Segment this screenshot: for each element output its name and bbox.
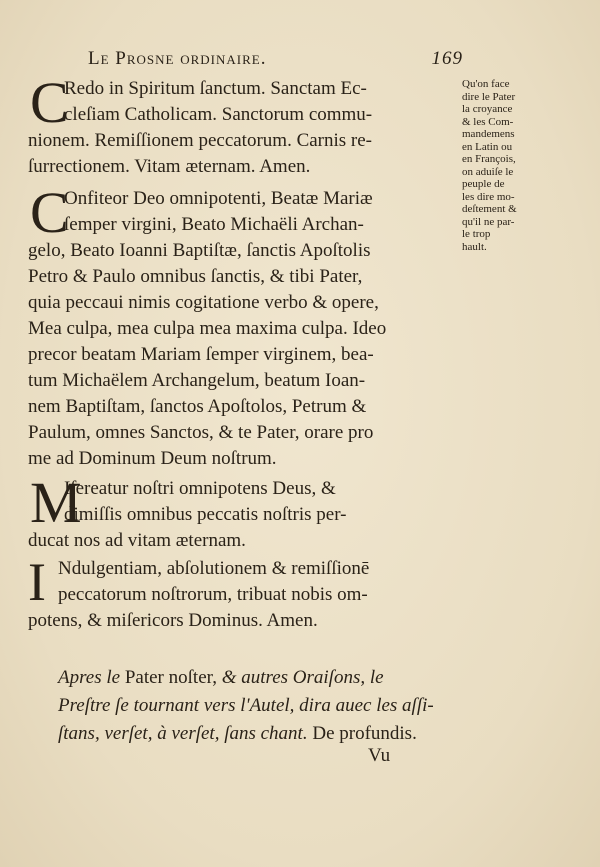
text-line: cleſiam Catholicam. Sanctorum commu- [64, 104, 373, 125]
text-line: Petro & Paulo omnibus ſanctis, & tibi Pater, [28, 266, 363, 287]
text-line: tum Michaëlem Archangelum, beatum Ioan- [28, 370, 366, 391]
text-line: ducat nos ad vitam æternam. [28, 530, 246, 551]
text-line: Ndulgentiam, abſolutionem & remiſſionē [58, 558, 370, 579]
margin-line: & les Com- [462, 115, 514, 128]
text-line: potens, & miſericors Dominus. Amen. [28, 610, 318, 631]
margin-line: Qu'on face [462, 78, 510, 90]
text-line: ſurrectionem. Vitam æternam. Amen. [28, 156, 311, 177]
rubric-instruction [58, 664, 468, 748]
text-line: gelo, Beato Ioanni Baptiſtæ, ſanctis Apoſtolis [28, 240, 371, 261]
text-line: dimiſſis omnibus peccatis noſtris per- [64, 504, 347, 525]
running-header [88, 48, 463, 70]
margin-line: peuple de [462, 178, 505, 190]
running-title: Le Prosne ordinaire. [88, 48, 267, 69]
rubric-italic: & autres Oraiſons, le [221, 667, 384, 688]
margin-line: dire le Pater [462, 90, 516, 103]
text-line: Onfiteor Deo omnipotenti, Beatæ Mariæ [64, 188, 373, 209]
credo-paragraph [28, 70, 460, 180]
text-line: Redo in Spiritum ſanctum. Sanctam Ec- [64, 78, 367, 99]
catchword: Vu [368, 745, 391, 766]
indulgentiam-paragraph [28, 552, 460, 634]
margin-note [462, 78, 580, 253]
margin-line: la croyance [462, 103, 513, 115]
page-number: 169 [431, 48, 463, 69]
text-line: ſemper virgini, Beato Michaëli Archan- [64, 214, 364, 235]
drop-cap: I [28, 552, 46, 612]
margin-line: les dire mo- [462, 190, 515, 203]
margin-line: deſtement & [462, 203, 517, 215]
margin-line: on aduiſe le [462, 165, 514, 178]
drop-cap: M [30, 470, 82, 535]
rubric-roman: Pater noſter, [124, 667, 217, 688]
text-line: nionem. Remiſſionem peccatorum. Carnis re- [28, 130, 373, 151]
margin-line: le trop [462, 228, 491, 240]
main-text [28, 70, 460, 634]
margin-line: en François, [462, 153, 516, 165]
rubric-italic: ſtans, verſet, à verſet, ſans chant. [58, 723, 308, 744]
rubric-italic: Apres le [58, 667, 121, 688]
drop-cap: C [30, 70, 69, 135]
confiteor-paragraph [28, 180, 460, 472]
text-line: me ad Dominum Deum noſtrum. [28, 448, 277, 469]
text-line: precor beatam Mariam ſemper virginem, bea- [28, 344, 374, 365]
text-line: peccatorum noſtrorum, tribuat nobis om- [58, 584, 368, 605]
margin-line: mandemens [462, 128, 515, 140]
text-line: Mea culpa, mea culpa mea maxima culpa. Ideo [28, 318, 387, 339]
text-line: quia peccaui nimis cogitatione verbo & opere, [28, 292, 379, 313]
misereatur-paragraph [28, 470, 460, 554]
margin-line: qu'il ne par- [462, 215, 515, 228]
rubric-roman: De profundis. [312, 723, 417, 744]
rubric-line: Preſtre ſe tournant vers l'Autel, dira auec les aſſi- [58, 695, 434, 716]
rubric-line [58, 664, 468, 692]
text-line: nem Baptiſtam, ſanctos Apoſtolos, Petrum & [28, 396, 367, 417]
text-line: Iſereatur noſtri omnipotens Deus, & [64, 478, 336, 499]
rubric-line [58, 720, 468, 748]
margin-line: hault. [462, 240, 487, 253]
margin-line: en Latin ou [462, 140, 513, 153]
text-line: Paulum, omnes Sanctos, & te Pater, orare pro [28, 422, 374, 443]
drop-cap: C [30, 180, 69, 245]
